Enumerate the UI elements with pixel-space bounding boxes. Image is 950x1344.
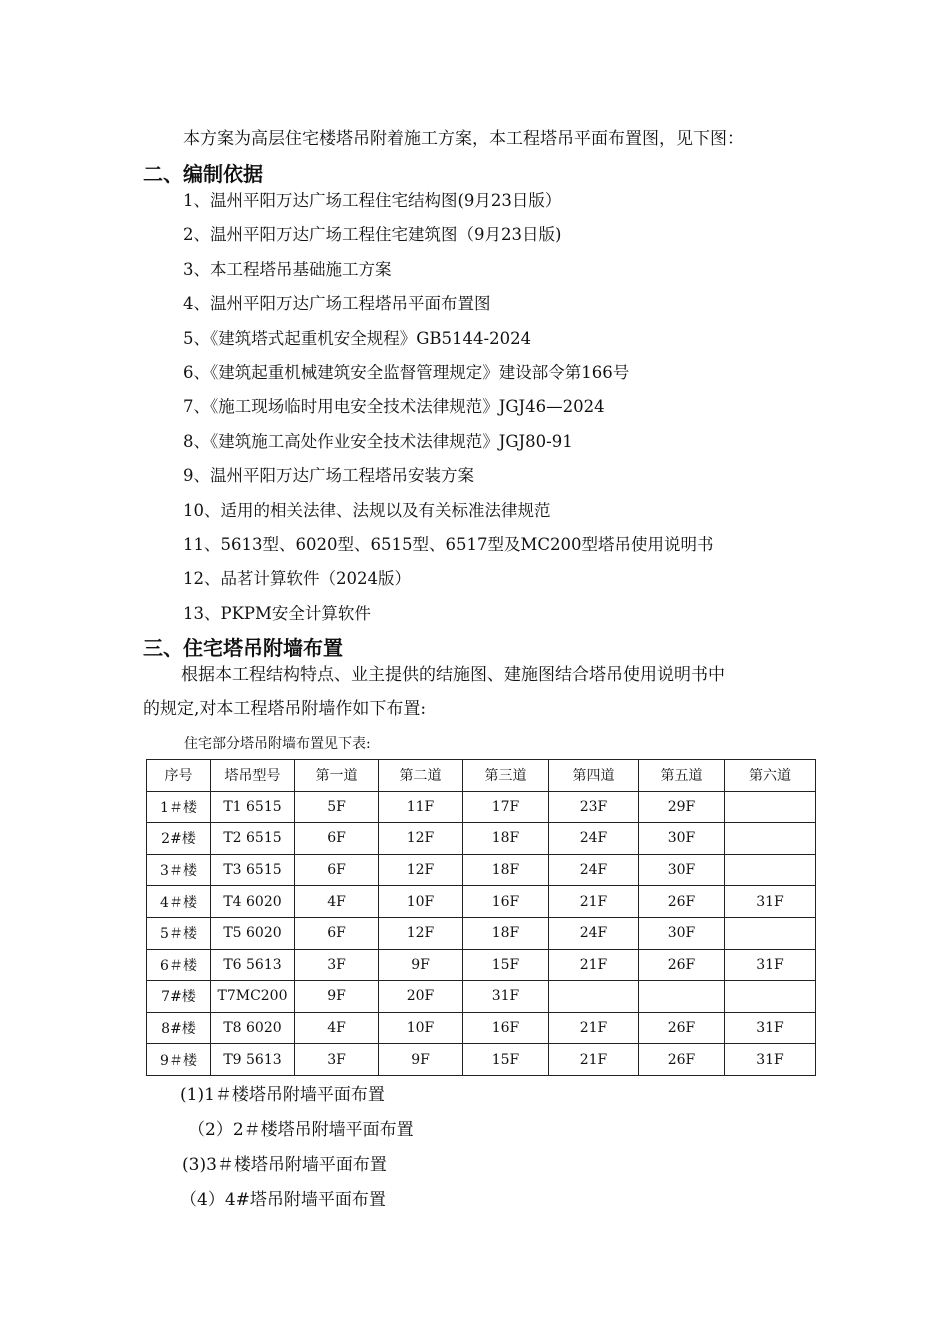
table-cell: 8#楼 bbox=[147, 1012, 211, 1044]
table-cell: T6 5613 bbox=[211, 949, 295, 981]
table-row bbox=[147, 981, 816, 1013]
table-cell: 31F bbox=[725, 949, 816, 981]
table-cell: 24F bbox=[549, 854, 639, 886]
table-cell: 4＃楼 bbox=[147, 886, 211, 918]
list-item: （2）2＃楼塔吊附墙平面布置 bbox=[188, 1120, 414, 1140]
table-cell: 21F bbox=[549, 949, 639, 981]
column-header: 第六道 bbox=[725, 760, 816, 792]
table-cell bbox=[725, 791, 816, 823]
table-cell: T5 6020 bbox=[211, 917, 295, 949]
table-cell: 4F bbox=[295, 886, 379, 918]
sub-section-list bbox=[180, 1078, 414, 1218]
list-item: 11、5613型、6020型、6515型、6517型及MC200型塔吊使用说明书 bbox=[183, 534, 714, 554]
table-cell bbox=[725, 917, 816, 949]
table-row bbox=[147, 917, 816, 949]
wall-attachment-table bbox=[146, 759, 816, 1076]
table-cell: 31F bbox=[725, 1012, 816, 1044]
list-item: 7、《施工现场临时用电安全技术法律规范》JGJ46—2024 bbox=[183, 397, 605, 417]
table-cell: 10F bbox=[379, 886, 463, 918]
table-row bbox=[147, 1012, 816, 1044]
table-cell: 9F bbox=[379, 1044, 463, 1076]
table-cell: 9F bbox=[295, 981, 379, 1013]
column-header: 第三道 bbox=[463, 760, 549, 792]
column-header: 第一道 bbox=[295, 760, 379, 792]
table-cell: T7MC200 bbox=[211, 981, 295, 1013]
list-item: （4）4#塔吊附墙平面布置 bbox=[180, 1190, 386, 1210]
table-cell bbox=[725, 854, 816, 886]
table-cell: 31F bbox=[725, 1044, 816, 1076]
table-cell: 9F bbox=[379, 949, 463, 981]
table-cell: 10F bbox=[379, 1012, 463, 1044]
table-cell: 6F bbox=[295, 854, 379, 886]
table-row bbox=[147, 886, 816, 918]
column-header: 第四道 bbox=[549, 760, 639, 792]
list-item: 3、本工程塔吊基础施工方案 bbox=[183, 259, 392, 279]
body-paragraph: 的规定,对本工程塔吊附墙作如下布置: bbox=[143, 699, 427, 719]
table-cell: 16F bbox=[463, 1012, 549, 1044]
table-cell: 1＃楼 bbox=[147, 791, 211, 823]
table-cell: 26F bbox=[639, 1012, 725, 1044]
table-cell: 3F bbox=[295, 949, 379, 981]
table-cell bbox=[725, 981, 816, 1013]
list-item: 5、《建筑塔式起重机安全规程》GB5144-2024 bbox=[183, 328, 532, 348]
table-cell bbox=[725, 823, 816, 855]
column-header: 第二道 bbox=[379, 760, 463, 792]
table-cell: T8 6020 bbox=[211, 1012, 295, 1044]
list-item: 12、品茗计算软件（2024版） bbox=[183, 569, 411, 589]
table-cell: 17F bbox=[463, 791, 549, 823]
table-cell: T9 5613 bbox=[211, 1044, 295, 1076]
column-header: 塔吊型号 bbox=[211, 760, 295, 792]
table-cell: 12F bbox=[379, 917, 463, 949]
list-item: 1、温州平阳万达广场工程住宅结构图(9月23日版） bbox=[183, 191, 562, 210]
list-item: 4、温州平阳万达广场工程塔吊平面布置图 bbox=[183, 294, 491, 314]
table-cell: 30F bbox=[639, 854, 725, 886]
table-cell: T4 6020 bbox=[211, 886, 295, 918]
list-item: (3)3＃楼塔吊附墙平面布置 bbox=[182, 1155, 387, 1175]
table-cell: 6＃楼 bbox=[147, 949, 211, 981]
table-cell: 23F bbox=[549, 791, 639, 823]
table-row bbox=[147, 949, 816, 981]
table-row bbox=[147, 791, 816, 823]
section-heading-basis: 二、编制依据 bbox=[143, 162, 263, 186]
table-cell: 3F bbox=[295, 1044, 379, 1076]
table-cell: 5F bbox=[295, 791, 379, 823]
list-item: 10、适用的相关法律、法规以及有关标准法律规范 bbox=[183, 500, 551, 520]
table-cell: 26F bbox=[639, 949, 725, 981]
list-item: 9、温州平阳万达广场工程塔吊安装方案 bbox=[183, 466, 474, 486]
list-item: 2、温州平阳万达广场工程住宅建筑图（9月23日版) bbox=[183, 225, 562, 245]
table-header-row bbox=[147, 760, 816, 792]
list-item: 13、PKPM安全计算软件 bbox=[183, 603, 371, 623]
table-caption: 住宅部分塔吊附墙布置见下表: bbox=[184, 736, 371, 752]
table-cell: 29F bbox=[639, 791, 725, 823]
table-cell: 7#楼 bbox=[147, 981, 211, 1013]
table-cell: 2#楼 bbox=[147, 823, 211, 855]
table-row bbox=[147, 1044, 816, 1076]
column-header: 第五道 bbox=[639, 760, 725, 792]
table-cell: 21F bbox=[549, 1044, 639, 1076]
table-cell: 16F bbox=[463, 886, 549, 918]
table-cell: 30F bbox=[639, 823, 725, 855]
table-cell: 5＃楼 bbox=[147, 917, 211, 949]
table-cell: 3＃楼 bbox=[147, 854, 211, 886]
table-row bbox=[147, 823, 816, 855]
table-cell: 15F bbox=[463, 1044, 549, 1076]
table-cell: 24F bbox=[549, 823, 639, 855]
table-cell: 18F bbox=[463, 823, 549, 855]
table-cell: 26F bbox=[639, 1044, 725, 1076]
table-cell: 15F bbox=[463, 949, 549, 981]
table-cell: 24F bbox=[549, 917, 639, 949]
intro-paragraph: 本方案为高层住宅楼塔吊附着施工方案，本工程塔吊平面布置图，见下图： bbox=[183, 129, 744, 149]
table-cell: 12F bbox=[379, 854, 463, 886]
table-cell bbox=[639, 981, 725, 1013]
table-cell: 9＃楼 bbox=[147, 1044, 211, 1076]
table-cell: 30F bbox=[639, 917, 725, 949]
table-row bbox=[147, 854, 816, 886]
body-paragraph: 根据本工程结构特点、业主提供的结施图、建施图结合塔吊使用说明书中 bbox=[181, 665, 725, 685]
list-item: (1)1＃楼塔吊附墙平面布置 bbox=[180, 1085, 385, 1105]
table-cell: 18F bbox=[463, 917, 549, 949]
table-cell: 26F bbox=[639, 886, 725, 918]
table-cell: 31F bbox=[463, 981, 549, 1013]
table-cell: 6F bbox=[295, 917, 379, 949]
list-item: 6、《建筑起重机械建筑安全监督管理规定》建设部令第166号 bbox=[183, 362, 630, 382]
table-cell: T1 6515 bbox=[211, 791, 295, 823]
section-heading-layout: 三、住宅塔吊附墙布置 bbox=[143, 636, 343, 660]
table-cell: 31F bbox=[725, 886, 816, 918]
basis-list bbox=[183, 184, 713, 631]
table-cell: 20F bbox=[379, 981, 463, 1013]
table-cell bbox=[549, 981, 639, 1013]
column-header: 序号 bbox=[147, 760, 211, 792]
table-cell: 21F bbox=[549, 1012, 639, 1044]
table-cell: 11F bbox=[379, 791, 463, 823]
list-item: 8、《建筑施工高处作业安全技术法律规范》JGJ80-91 bbox=[183, 431, 573, 451]
table-cell: 6F bbox=[295, 823, 379, 855]
table-cell: 12F bbox=[379, 823, 463, 855]
table-cell: 21F bbox=[549, 886, 639, 918]
table-cell: 18F bbox=[463, 854, 549, 886]
table-cell: 4F bbox=[295, 1012, 379, 1044]
table-cell: T3 6515 bbox=[211, 854, 295, 886]
table-cell: T2 6515 bbox=[211, 823, 295, 855]
